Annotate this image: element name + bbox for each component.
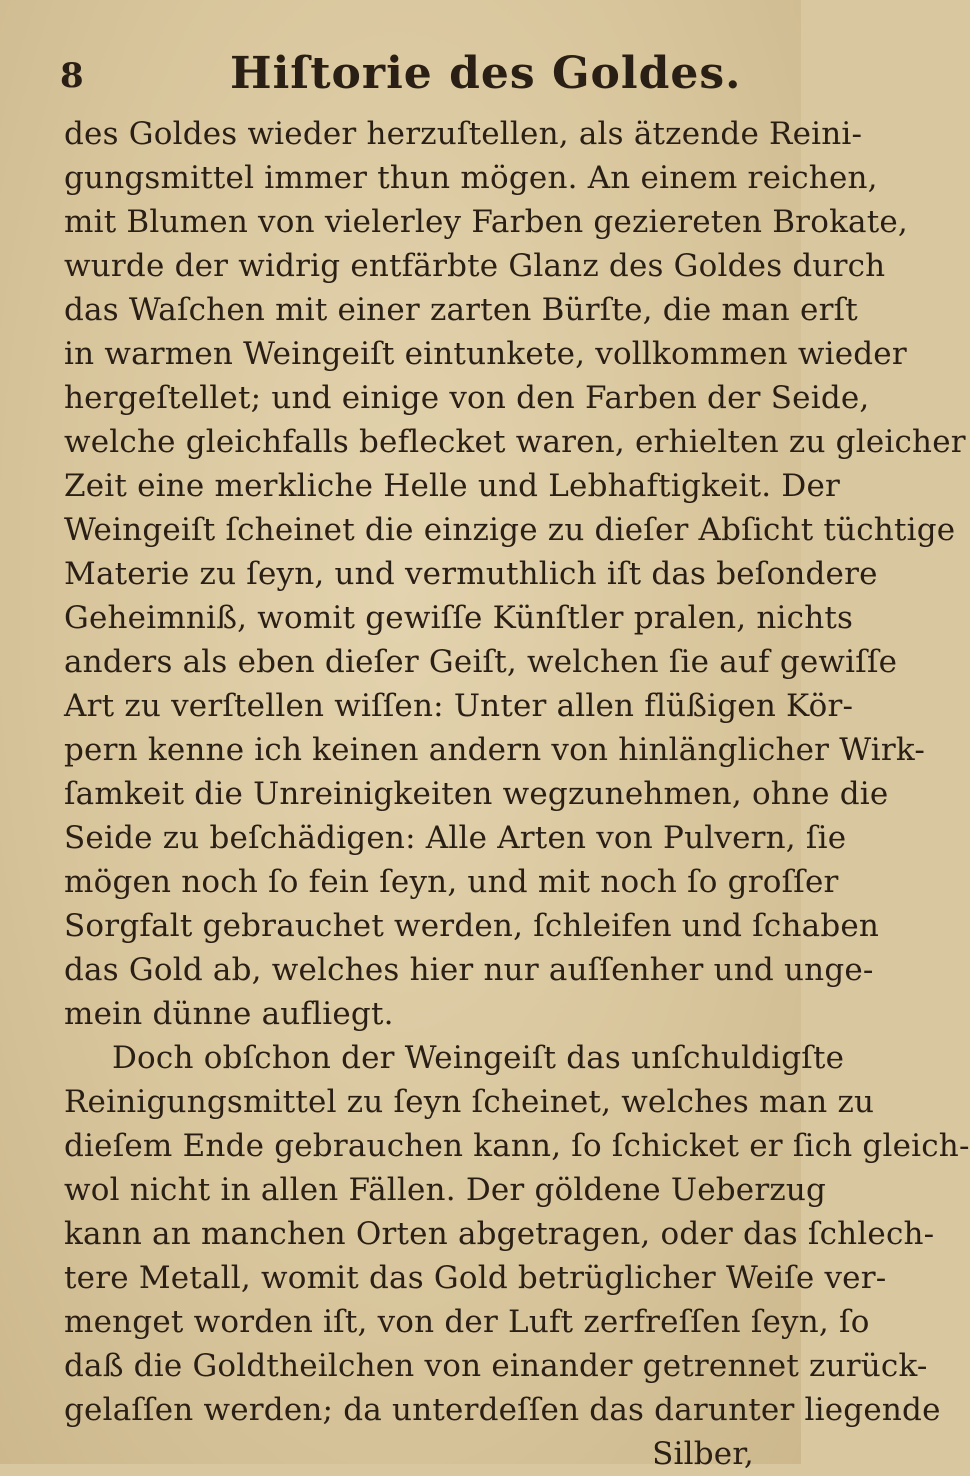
text-line: Materie zu ſeyn, und vermuthlich iſt das beſondere bbox=[64, 556, 878, 592]
text-line: des Goldes wieder herzuſtellen, als ätzende Reini- bbox=[64, 116, 863, 152]
text-line: Reinigungsmittel zu ſeyn ſcheinet, welches man zu bbox=[64, 1084, 875, 1120]
text-line: kann an manchen Orten abgetragen, oder das ſchlech- bbox=[64, 1216, 935, 1252]
text-line: das Waſchen mit einer zarten Bürſte, die man erſt bbox=[64, 292, 858, 328]
text-line: Doch obſchon der Weingeiſt das unſchuldigſte bbox=[112, 1040, 845, 1076]
text-line: mein dünne aufliegt. bbox=[64, 996, 394, 1032]
text-line: tere Metall, womit das Gold betrüglicher Weiſe ver- bbox=[64, 1260, 887, 1296]
text-line: mögen noch ſo fein ſeyn, und mit noch ſo groſſer bbox=[64, 864, 839, 900]
text-line: anders als eben dieſer Geiſt, welchen ſie auf gewiſſe bbox=[64, 644, 898, 680]
text-line: gelaſſen werden; da unterdeſſen das darunter liegende bbox=[64, 1392, 941, 1428]
text-line: Seide zu beſchädigen: Alle Arten von Pulvern, ſie bbox=[64, 820, 847, 856]
text-line: Art zu verſtellen wiſſen: Unter allen flüßigen Kör- bbox=[64, 688, 854, 724]
text-line: gungsmittel immer thun mögen. An einem reichen, bbox=[64, 160, 878, 196]
text-line: welche gleichfalls beflecket waren, erhielten zu gleicher bbox=[64, 424, 966, 460]
text-line: in warmen Weingeiſt eintunkete, vollkommen wieder bbox=[64, 336, 907, 372]
text-line: dieſem Ende gebrauchen kann, ſo ſchicket er ſich gleich- bbox=[64, 1128, 970, 1164]
text-line: Geheimniß, womit gewiſſe Künſtler pralen, nichts bbox=[64, 600, 854, 636]
text-line: mit Blumen von vielerley Farben geziereten Brokate, bbox=[64, 204, 908, 240]
text-line: das Gold ab, welches hier nur auſſenher und unge- bbox=[64, 952, 874, 988]
text-line: wurde der widrig entfärbte Glanz des Goldes durch bbox=[64, 248, 886, 284]
page-number: 8 bbox=[60, 56, 84, 96]
catchword: Silber, bbox=[652, 1436, 754, 1472]
text-line: Weingeiſt ſcheinet die einzige zu dieſer Abſicht tüchtige bbox=[64, 512, 956, 548]
body-text bbox=[64, 112, 970, 1476]
text-line: menget worden iſt, von der Luft zerfreſſen ſeyn, ſo bbox=[64, 1304, 870, 1340]
text-line: Zeit eine merkliche Helle und Lebhaftigkeit. Der bbox=[64, 468, 841, 504]
text-line: Sorgfalt gebrauchet werden, ſchleifen und ſchaben bbox=[64, 908, 880, 944]
page-header bbox=[60, 48, 753, 98]
running-title: Hiſtorie des Goldes. bbox=[230, 48, 742, 99]
text-line: pern kenne ich keinen andern von hinlänglicher Wirk- bbox=[64, 732, 926, 768]
text-line: hergeſtellet; und einige von den Farben der Seide, bbox=[64, 380, 870, 416]
text-line: daß die Goldtheilchen von einander getrennet zurück- bbox=[64, 1348, 928, 1384]
text-line: wol nicht in allen Fällen. Der göldene Ueberzug bbox=[64, 1172, 827, 1208]
text-line: ſamkeit die Unreinigkeiten wegzunehmen, ohne die bbox=[64, 776, 889, 812]
